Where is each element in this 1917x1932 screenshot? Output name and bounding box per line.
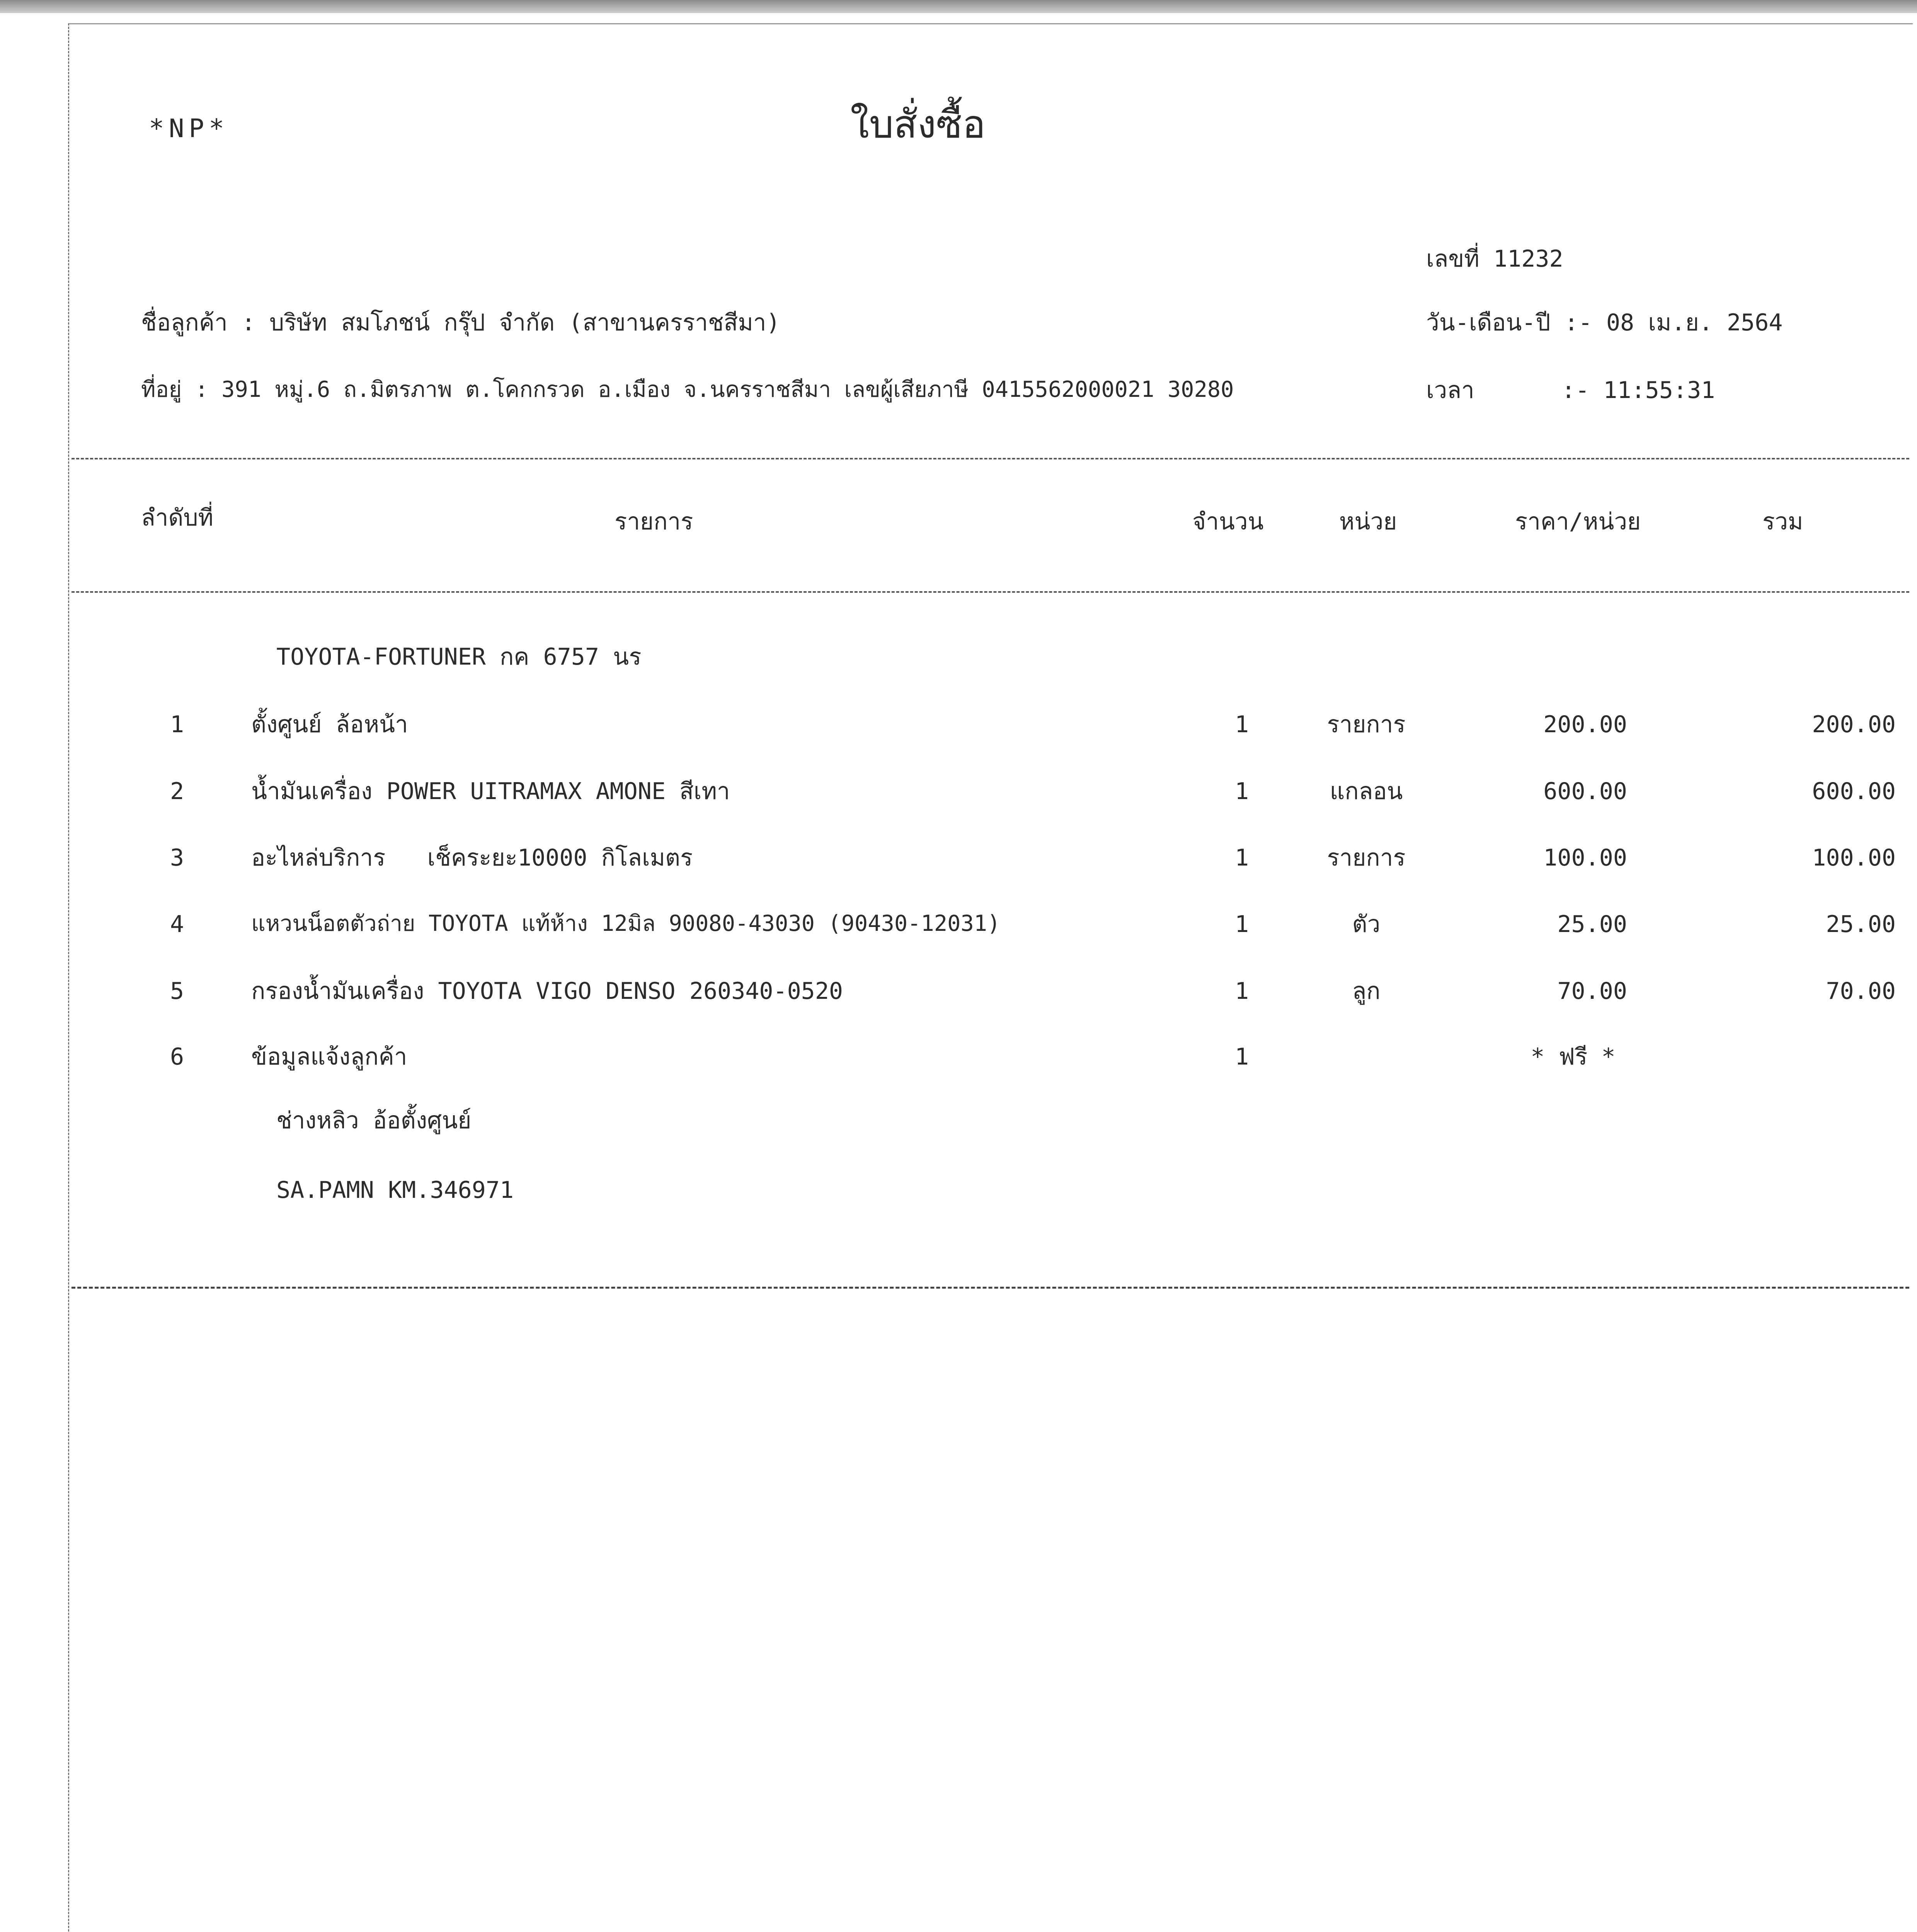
row-total: 70.00 [1826,978,1896,1005]
page-title: ใบสั่งซื้อ [850,102,986,147]
doc-code: *NP* [149,114,229,143]
row-total: 200.00 [1812,711,1896,738]
row-no: 1 [170,711,184,738]
row-price: 200.00 [1543,711,1627,738]
col-qty-header: จำนวน [1192,508,1264,535]
row-price: 600.00 [1543,778,1627,805]
row-no: 5 [170,978,184,1005]
row-no: 6 [170,1043,184,1070]
row-qty: 1 [1235,778,1249,805]
doc-date: วัน-เดือน-ปี :- 08 เม.ย. 2564 [1426,309,1783,336]
doc-time-label: เวลา [1426,377,1474,404]
row-price: * ฟรี * [1531,1043,1616,1070]
note-line: SA.PAMN KM.346971 [276,1177,514,1204]
row-item: อะไหล่บริการ เช็คระยะ10000 กิโลเมตร [251,844,693,871]
divider [72,591,1909,593]
row-unit: ตัว [1352,911,1381,938]
row-item: ตั้งศูนย์ ล้อหน้า [251,711,408,738]
row-total: 600.00 [1812,778,1896,805]
scan-top-edge [0,0,1917,13]
doc-time-value: :- 11:55:31 [1561,377,1715,404]
col-item-header: รายการ [615,508,693,535]
col-unit-header: หน่วย [1339,508,1397,535]
row-total: 100.00 [1812,844,1896,871]
vehicle-info: TOYOTA-FORTUNER กค 6757 นร [276,643,642,670]
row-item: ข้อมูลแจ้งลูกค้า [251,1043,407,1070]
col-no-header: ลำดับที่ [141,504,214,531]
col-total-header: รวม [1762,508,1803,535]
row-unit: ลูก [1352,978,1381,1005]
row-qty: 1 [1235,911,1249,938]
row-unit: แกลอน [1330,778,1403,805]
row-unit: รายการ [1327,844,1406,871]
row-no: 2 [170,778,184,805]
row-total: 25.00 [1826,911,1896,938]
note-line: ช่างหลิว อ้อตั้งศูนย์ [276,1107,472,1134]
row-price: 70.00 [1557,978,1627,1005]
row-no: 4 [170,911,184,938]
doc-number: เลขที่ 11232 [1426,245,1563,272]
customer-name: ชื่อลูกค้า : บริษัท สมโภชน์ กรุ๊ป จำกัด (สาขานครราชสีมา) [141,309,780,336]
row-item: แหวนน็อตตัวถ่าย TOYOTA แท้ห้าง 12มิล 90080-43030 (90430-12031) [251,911,1001,936]
row-qty: 1 [1235,978,1249,1005]
row-unit: รายการ [1327,711,1406,738]
row-qty: 1 [1235,711,1249,738]
row-qty: 1 [1235,1043,1249,1070]
row-no: 3 [170,844,184,871]
row-price: 100.00 [1543,844,1627,871]
divider [72,1287,1909,1289]
row-item: กรองน้ำมันเครื่อง TOYOTA VIGO DENSO 260340-0520 [251,978,843,1005]
col-price-header: ราคา/หน่วย [1515,508,1641,535]
row-qty: 1 [1235,844,1249,871]
customer-address: ที่อยู่ : 391 หมู่.6 ถ.มิตรภาพ ต.โคกกรวด อ.เมือง จ.นครราชสีมา เลขผู้เสียภาษี 0415562000021 30280 [141,377,1234,402]
divider [72,458,1909,459]
row-item: น้ำมันเครื่อง POWER UITRAMAX AMONE สีเทา [251,778,730,805]
row-price: 25.00 [1557,911,1627,938]
